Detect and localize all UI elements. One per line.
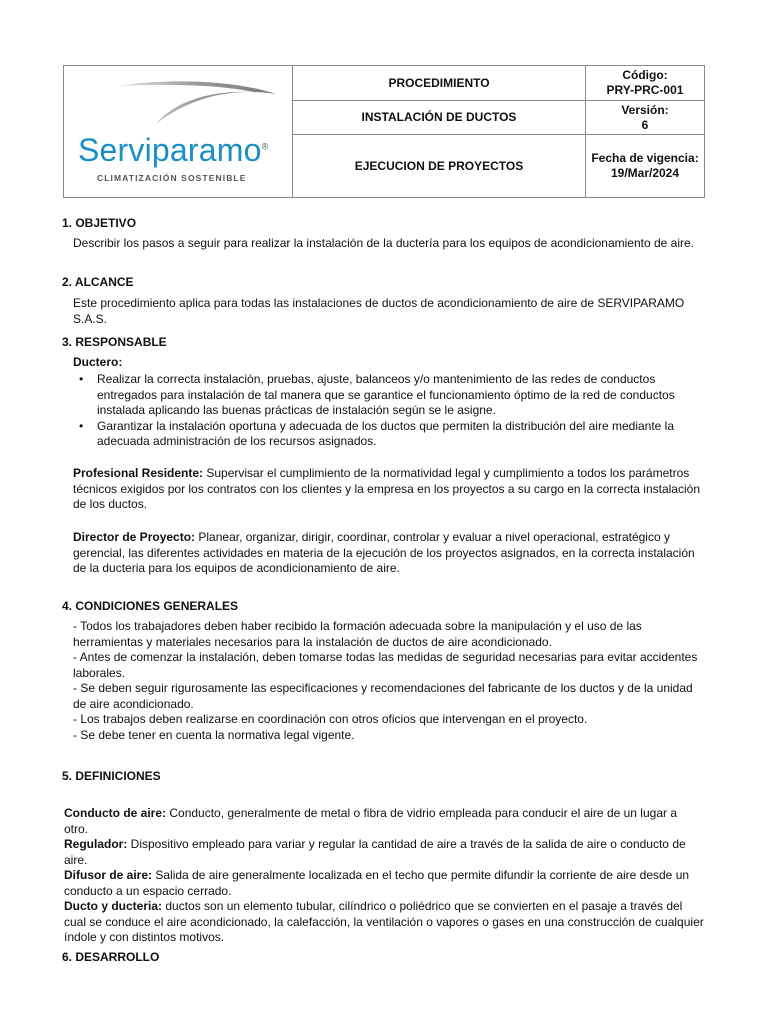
alcance-text: Este procedimiento aplica para todas las instalaciones de ductos de acondicionamiento de aire de SERVIPARAMO S.A.S. bbox=[73, 296, 685, 326]
list-item: - Antes de comenzar la instalación, deben tomarse todas las medidas de seguridad necesarias para evitar accidentes laborales. bbox=[73, 650, 698, 680]
ductero-list bbox=[73, 372, 701, 450]
doc-date: Fecha de vigencia: 19/Mar/2024 bbox=[591, 151, 699, 180]
doc-version: Versión: 6 bbox=[586, 101, 704, 135]
doc-code: Código: PRY-PRC-001 bbox=[586, 66, 704, 101]
section-title-objetivo: 1. OBJETIVO bbox=[62, 216, 137, 230]
brand-name: Serviparamo® bbox=[78, 132, 269, 168]
residente-label: Profesional Residente: bbox=[73, 466, 204, 480]
director-label: Director de Proyecto: bbox=[73, 530, 196, 544]
definition-item: Difusor de aire: Salida de aire generalmente localizada en el techo que permite difundir la corriente de aire desde un conducto a un espacio cerrado. bbox=[64, 868, 690, 898]
director-paragraph bbox=[73, 530, 705, 577]
residente-paragraph bbox=[73, 466, 705, 513]
definiciones-list bbox=[64, 806, 704, 946]
header-title-column bbox=[293, 66, 586, 197]
doc-type: PROCEDIMIENTO bbox=[293, 66, 585, 101]
header-table bbox=[63, 65, 705, 198]
list-item: - Los trabajos deben realizarse en coordinación con otros oficios que intervengan en el proyecto. bbox=[73, 712, 588, 726]
definition-item: Conducto de aire: Conducto, generalmente de metal o fibra de vidrio empleada para conducir el aire de un lugar a otro. bbox=[64, 806, 677, 836]
section-title-desarrollo: 6. DESARROLLO bbox=[62, 950, 160, 964]
brand-tagline: CLIMATIZACIÓN SOSTENIBLE bbox=[97, 173, 247, 183]
director-text: Planear, organizar, dirigir, coordinar, controlar y evaluar a nivel operacional, estratégico y gerencial, las diferentes actividades en materia de la ejecución de los proyectos asignados, en la correcta instalación de la ducteria para los equipos de acondicionamiento de aire. bbox=[73, 530, 695, 575]
header-meta-column bbox=[586, 66, 704, 197]
list-item: - Todos los trabajadores deben haber recibido la formación adecuada sobre la manipulación y el uso de las herramientas y materiales necesarios para la instalación de ductos de aire acondicionado. bbox=[73, 619, 642, 649]
objetivo-text: Describir los pasos a seguir para realizar la instalación de la ductería para los equipos de acondicionamiento de aire. bbox=[73, 236, 695, 250]
doc-area: EJECUCION DE PROYECTOS bbox=[354, 158, 524, 173]
ductero-label: Ductero: bbox=[73, 355, 123, 369]
section-title-definiciones: 5. DEFINICIONES bbox=[62, 769, 161, 783]
logo-swoosh-icon bbox=[114, 80, 279, 128]
definition-item: Ducto y ducteria: ductos son un elemento tubular, cilíndrico o poliédrico que se convierten en el pasaje a través del cual se conduce el aire acondicionado, la calefacción, la ventilación o vapores o gases en una construcción de cualquier índole y con distintos motivos. bbox=[64, 899, 704, 944]
list-item: - Se debe tener en cuenta la normativa legal vigente. bbox=[73, 727, 355, 742]
list-item: - Se deben seguir rigurosamente las especificaciones y recomendaciones del fabricante de los ductos y de la unidad de aire acondicionado. bbox=[73, 681, 693, 711]
section-title-alcance: 2. ALCANCE bbox=[62, 275, 134, 289]
list-item: • Garantizar la instalación oportuna y adecuada de los ductos que permiten la distribución del aire mediante la adecuada administración de los recursos asignados. bbox=[73, 419, 701, 450]
condiciones-list bbox=[73, 619, 705, 743]
definition-item: Regulador: Dispositivo empleado para variar y regular la cantidad de aire a través de la salida de aire o conducto de aire. bbox=[64, 837, 686, 867]
section-title-condiciones: 4. CONDICIONES GENERALES bbox=[62, 599, 239, 613]
residente-text: Supervisar el cumplimiento de la normatividad legal y cumplimiento a todos los parámetros técnicos exigidos por los contratos con los clientes y la empresa en los proyectos a su cargo en la correcta instalación de los ductos. bbox=[73, 466, 700, 511]
list-item: • Realizar la correcta instalación, pruebas, ajuste, balanceos y/o mantenimiento de las redes de conductos entregados para instalación de tal manera que se garantice el funcionamiento óptimo de la red de conductos instalada aplicando las buenas prácticas de instalación según se le asigne. bbox=[73, 372, 701, 419]
company-logo bbox=[64, 66, 293, 197]
doc-title: INSTALACIÓN DE DUCTOS bbox=[293, 101, 585, 135]
section-title-responsable: 3. RESPONSABLE bbox=[62, 335, 167, 349]
